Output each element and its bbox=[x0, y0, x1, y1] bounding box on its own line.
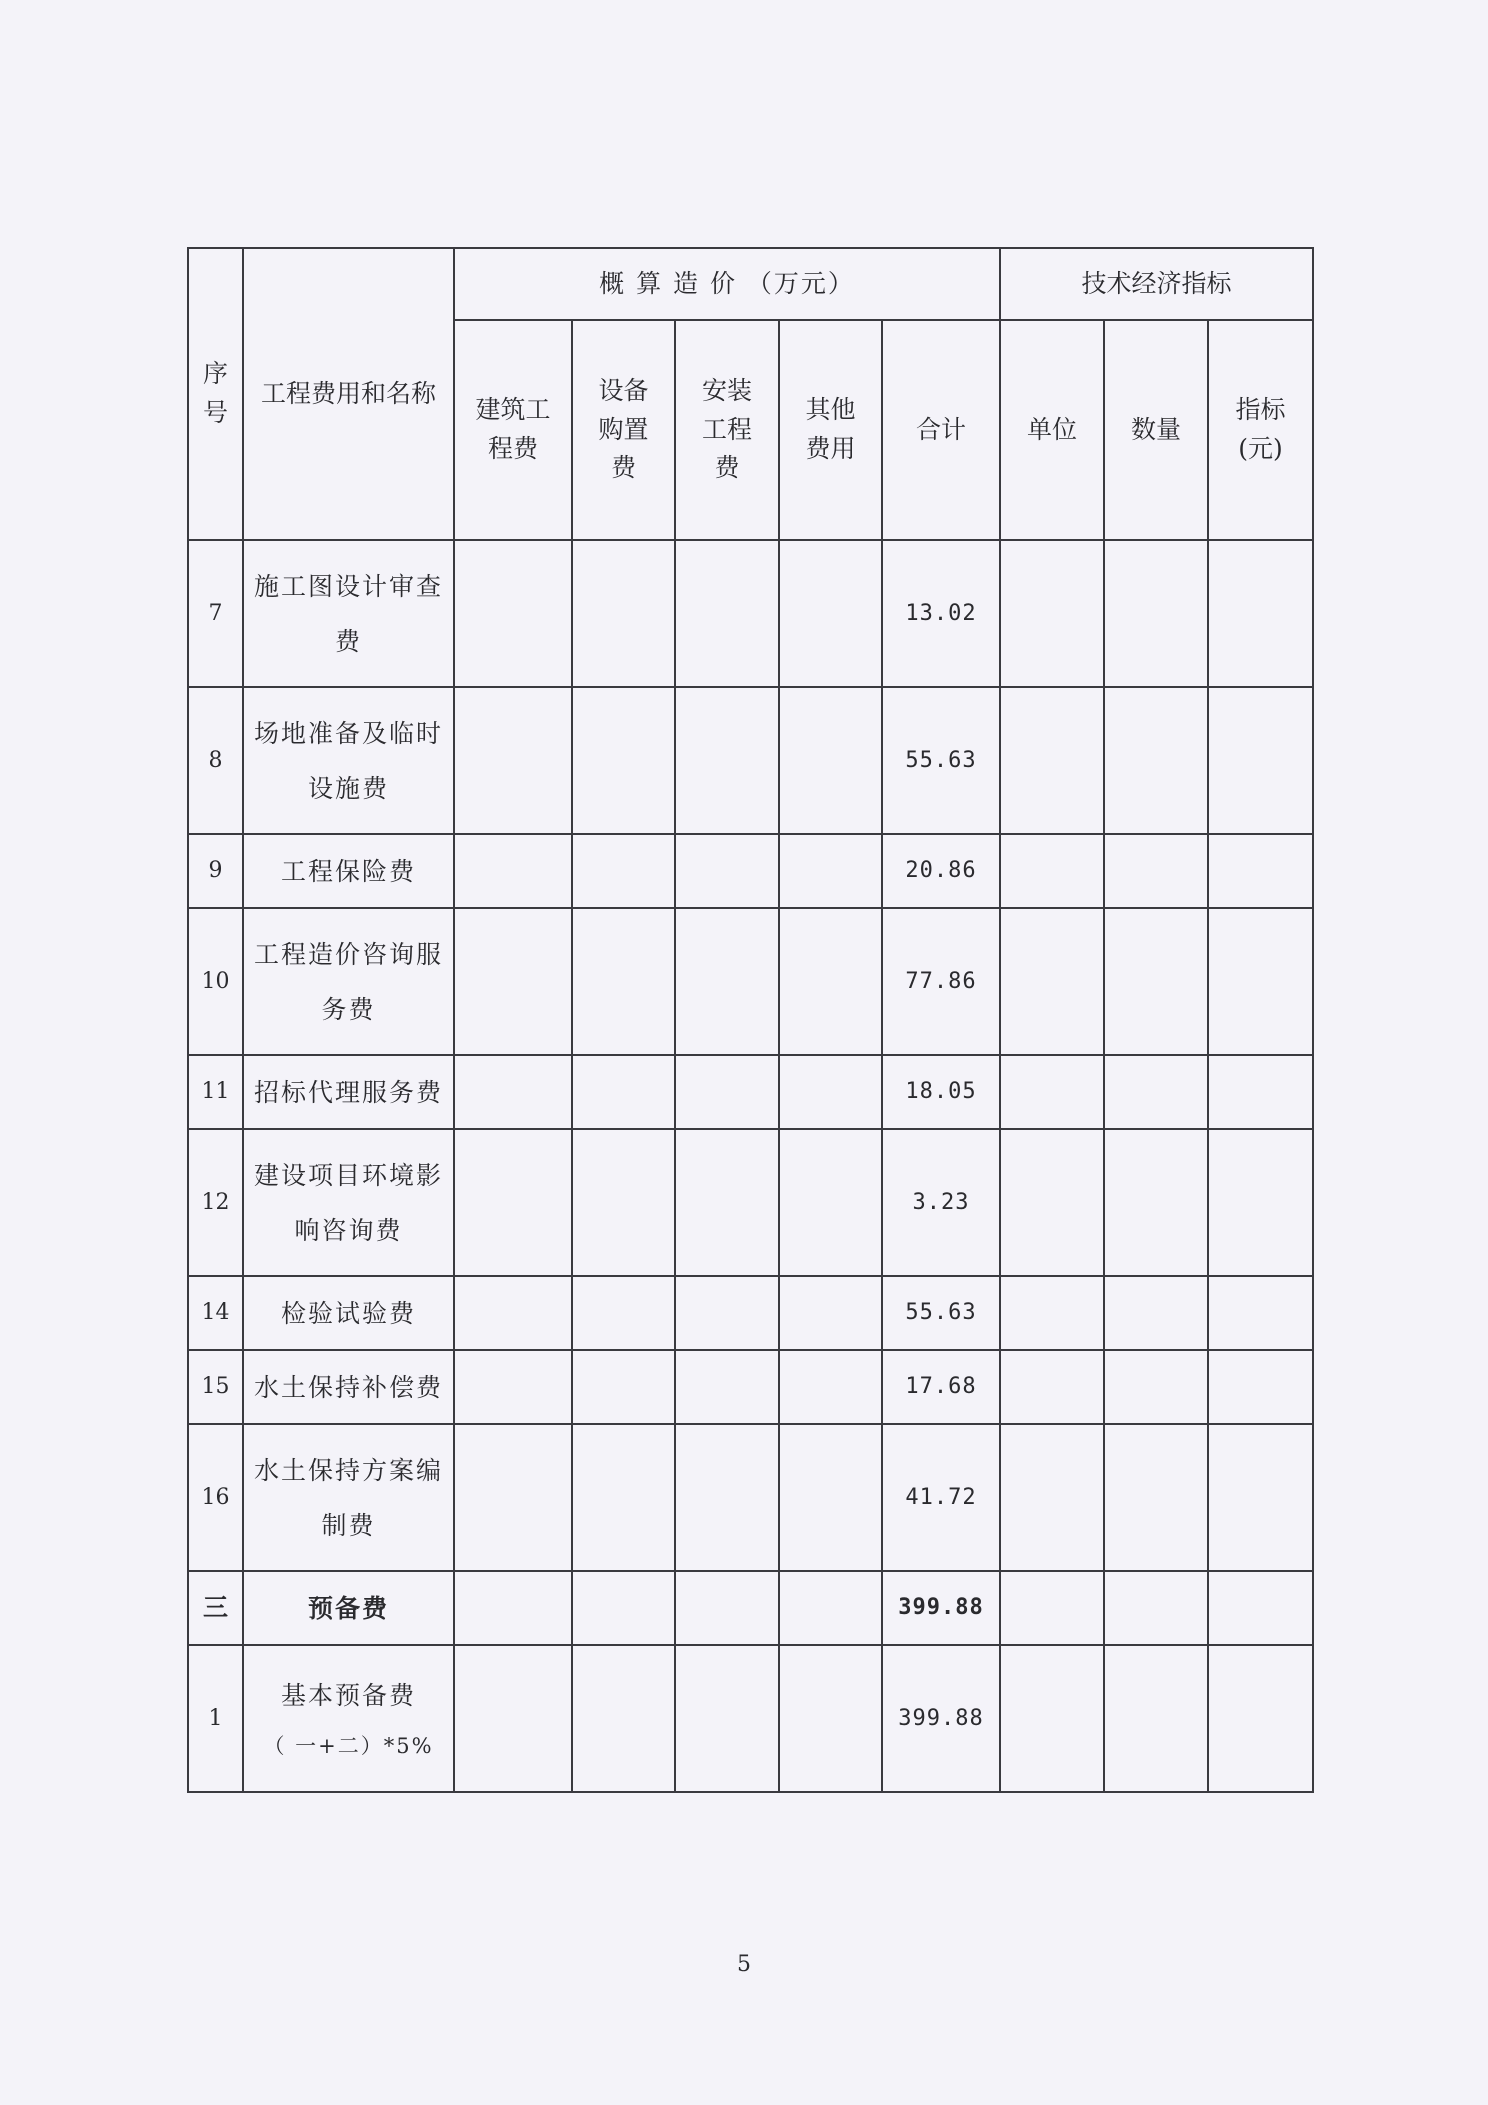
header-other bbox=[779, 320, 882, 540]
cell-equipment bbox=[572, 1350, 675, 1424]
row-no: 11 bbox=[188, 1055, 243, 1129]
header-install bbox=[675, 320, 779, 540]
cell-building bbox=[454, 540, 572, 687]
cell-total: 18.05 bbox=[882, 1055, 1000, 1129]
header-building-line2: 程费 bbox=[487, 434, 538, 463]
cell-install bbox=[675, 1276, 779, 1350]
cell-equipment bbox=[572, 834, 675, 908]
cell-total: 77.86 bbox=[882, 908, 1000, 1055]
header-total: 合计 bbox=[882, 320, 1000, 540]
table-row bbox=[188, 1350, 1313, 1424]
header-seq bbox=[188, 248, 243, 540]
cell-building bbox=[454, 1055, 572, 1129]
cell-quantity bbox=[1104, 540, 1208, 687]
header-equipment bbox=[572, 320, 675, 540]
cell-equipment bbox=[572, 540, 675, 687]
row-name-line1: 施工图设计审查 bbox=[254, 571, 444, 601]
cell-install bbox=[675, 1424, 779, 1571]
table-row bbox=[188, 1055, 1313, 1129]
cell-total: 20.86 bbox=[882, 834, 1000, 908]
cell-building bbox=[454, 1424, 572, 1571]
page-number: 5 bbox=[737, 1952, 751, 1977]
cell-quantity bbox=[1104, 834, 1208, 908]
row-name-line1: 场地准备及临时 bbox=[254, 718, 444, 748]
cell-quantity bbox=[1104, 687, 1208, 834]
row-no: 1 bbox=[188, 1645, 243, 1792]
row-name bbox=[243, 1276, 454, 1350]
cell-other bbox=[779, 540, 882, 687]
header-index-line1: 指标 bbox=[1235, 395, 1286, 425]
row-name-line2: 务费 bbox=[321, 994, 376, 1024]
cell-other bbox=[779, 1645, 882, 1792]
cell-total: 17.68 bbox=[882, 1350, 1000, 1424]
header-install-line2: 工程 bbox=[701, 414, 752, 444]
cell-total: 55.63 bbox=[882, 1276, 1000, 1350]
cell-index bbox=[1208, 687, 1313, 834]
row-name bbox=[243, 1571, 454, 1645]
cell-quantity bbox=[1104, 1571, 1208, 1645]
cell-index bbox=[1208, 1645, 1313, 1792]
cell-unit bbox=[1000, 687, 1104, 834]
cell-install bbox=[675, 834, 779, 908]
cell-index bbox=[1208, 834, 1313, 908]
cell-building bbox=[454, 1276, 572, 1350]
row-no: 9 bbox=[188, 834, 243, 908]
cell-quantity bbox=[1104, 1424, 1208, 1571]
row-name-line1: 招标代理服务费 bbox=[254, 1077, 444, 1107]
row-name bbox=[243, 1350, 454, 1424]
cell-quantity bbox=[1104, 1129, 1208, 1276]
row-name-line1: 建设项目环境影 bbox=[254, 1160, 444, 1190]
cell-building bbox=[454, 1645, 572, 1792]
cell-equipment bbox=[572, 1645, 675, 1792]
header-seq-line1: 序 bbox=[202, 359, 228, 389]
cell-equipment bbox=[572, 687, 675, 834]
header-other-line1: 其他 bbox=[805, 395, 856, 425]
cell-building bbox=[454, 1571, 572, 1645]
cell-unit bbox=[1000, 1276, 1104, 1350]
cell-unit bbox=[1000, 1424, 1104, 1571]
table-row bbox=[188, 687, 1313, 834]
cell-unit bbox=[1000, 1645, 1104, 1792]
table-row bbox=[188, 1571, 1313, 1645]
table-row bbox=[188, 1276, 1313, 1350]
header-seq-line2: 号 bbox=[202, 398, 228, 427]
row-no: 8 bbox=[188, 687, 243, 834]
cell-building bbox=[454, 687, 572, 834]
cell-quantity bbox=[1104, 1645, 1208, 1792]
cell-install bbox=[675, 1129, 779, 1276]
header-equipment-line2: 购置 bbox=[598, 414, 649, 444]
row-name bbox=[243, 1424, 454, 1571]
header-cost-group: 概 算 造 价 （万元） bbox=[454, 248, 1000, 320]
cell-total: 55.63 bbox=[882, 687, 1000, 834]
header-quantity: 数量 bbox=[1104, 320, 1208, 540]
cell-equipment bbox=[572, 1276, 675, 1350]
cell-total: 399.88 bbox=[882, 1571, 1000, 1645]
cell-unit bbox=[1000, 1571, 1104, 1645]
cell-equipment bbox=[572, 1571, 675, 1645]
cell-unit bbox=[1000, 1350, 1104, 1424]
row-name bbox=[243, 687, 454, 834]
cell-index bbox=[1208, 540, 1313, 687]
header-building-line1: 建筑工 bbox=[475, 395, 551, 425]
row-name bbox=[243, 540, 454, 687]
cell-index bbox=[1208, 1055, 1313, 1129]
table-row bbox=[188, 1129, 1313, 1276]
table-row bbox=[188, 834, 1313, 908]
cell-unit bbox=[1000, 908, 1104, 1055]
cell-install bbox=[675, 1055, 779, 1129]
cell-total: 41.72 bbox=[882, 1424, 1000, 1571]
table-row bbox=[188, 1645, 1313, 1792]
cell-index bbox=[1208, 1571, 1313, 1645]
cell-quantity bbox=[1104, 1350, 1208, 1424]
row-name-line1: 工程保险费 bbox=[280, 856, 416, 886]
row-name-line2: （ 一+二）*5% bbox=[263, 1733, 434, 1758]
row-no: 16 bbox=[188, 1424, 243, 1571]
cell-other bbox=[779, 1129, 882, 1276]
cell-index bbox=[1208, 908, 1313, 1055]
row-name bbox=[243, 834, 454, 908]
cell-index bbox=[1208, 1129, 1313, 1276]
cell-unit bbox=[1000, 540, 1104, 687]
header-unit: 单位 bbox=[1000, 320, 1104, 540]
header-index-line2: (元) bbox=[1238, 434, 1283, 463]
header-equipment-line3: 费 bbox=[610, 453, 636, 483]
header-install-line3: 费 bbox=[714, 453, 740, 483]
table-row bbox=[188, 908, 1313, 1055]
cell-other bbox=[779, 1055, 882, 1129]
row-name-line1: 水土保持方案编 bbox=[254, 1455, 444, 1485]
row-name-line1: 工程造价咨询服 bbox=[254, 939, 444, 969]
header-name: 工程费用和名称 bbox=[243, 248, 454, 540]
cell-other bbox=[779, 908, 882, 1055]
cell-install bbox=[675, 1645, 779, 1792]
cell-install bbox=[675, 908, 779, 1055]
row-no: 14 bbox=[188, 1276, 243, 1350]
row-name bbox=[243, 908, 454, 1055]
cell-other bbox=[779, 834, 882, 908]
row-name-line2: 制费 bbox=[321, 1510, 376, 1540]
cell-quantity bbox=[1104, 908, 1208, 1055]
cell-equipment bbox=[572, 1055, 675, 1129]
row-name-line1: 水土保持补偿费 bbox=[254, 1372, 444, 1402]
cell-unit bbox=[1000, 1129, 1104, 1276]
row-name-line2: 费 bbox=[334, 626, 362, 656]
header-index bbox=[1208, 320, 1313, 540]
row-no: 15 bbox=[188, 1350, 243, 1424]
row-no: 三 bbox=[188, 1571, 243, 1645]
cell-index bbox=[1208, 1276, 1313, 1350]
cell-total: 399.88 bbox=[882, 1645, 1000, 1792]
row-name bbox=[243, 1055, 454, 1129]
row-name-line1: 基本预备费 bbox=[280, 1680, 416, 1710]
row-name-line1: 预备费 bbox=[307, 1593, 389, 1623]
row-no: 12 bbox=[188, 1129, 243, 1276]
row-name bbox=[243, 1129, 454, 1276]
cell-total: 3.23 bbox=[882, 1129, 1000, 1276]
cell-building bbox=[454, 908, 572, 1055]
cell-equipment bbox=[572, 1424, 675, 1571]
cell-other bbox=[779, 687, 882, 834]
cell-other bbox=[779, 1571, 882, 1645]
cell-building bbox=[454, 1129, 572, 1276]
table-row bbox=[188, 1424, 1313, 1571]
row-name-line2: 响咨询费 bbox=[294, 1215, 403, 1245]
header-install-line1: 安装 bbox=[701, 375, 752, 405]
header-tech-group: 技术经济指标 bbox=[1000, 248, 1313, 320]
cell-quantity bbox=[1104, 1055, 1208, 1129]
cell-unit bbox=[1000, 834, 1104, 908]
cell-total: 13.02 bbox=[882, 540, 1000, 687]
cell-unit bbox=[1000, 1055, 1104, 1129]
row-no: 7 bbox=[188, 540, 243, 687]
table-row bbox=[188, 540, 1313, 687]
cell-install bbox=[675, 687, 779, 834]
cell-index bbox=[1208, 1350, 1313, 1424]
cell-building bbox=[454, 834, 572, 908]
cell-other bbox=[779, 1276, 882, 1350]
row-name-line1: 检验试验费 bbox=[280, 1298, 416, 1328]
cost-estimate-table bbox=[187, 247, 1314, 1793]
cell-index bbox=[1208, 1424, 1313, 1571]
cell-quantity bbox=[1104, 1276, 1208, 1350]
cell-other bbox=[779, 1350, 882, 1424]
cell-install bbox=[675, 1350, 779, 1424]
cell-building bbox=[454, 1350, 572, 1424]
cell-install bbox=[675, 540, 779, 687]
cell-other bbox=[779, 1424, 882, 1571]
cell-equipment bbox=[572, 1129, 675, 1276]
cell-install bbox=[675, 1571, 779, 1645]
cell-equipment bbox=[572, 908, 675, 1055]
row-no: 10 bbox=[188, 908, 243, 1055]
row-name-line2: 设施费 bbox=[307, 773, 389, 803]
header-equipment-line1: 设备 bbox=[598, 375, 649, 405]
row-name bbox=[243, 1645, 454, 1792]
header-other-line2: 费用 bbox=[805, 434, 856, 463]
header-building bbox=[454, 320, 572, 540]
